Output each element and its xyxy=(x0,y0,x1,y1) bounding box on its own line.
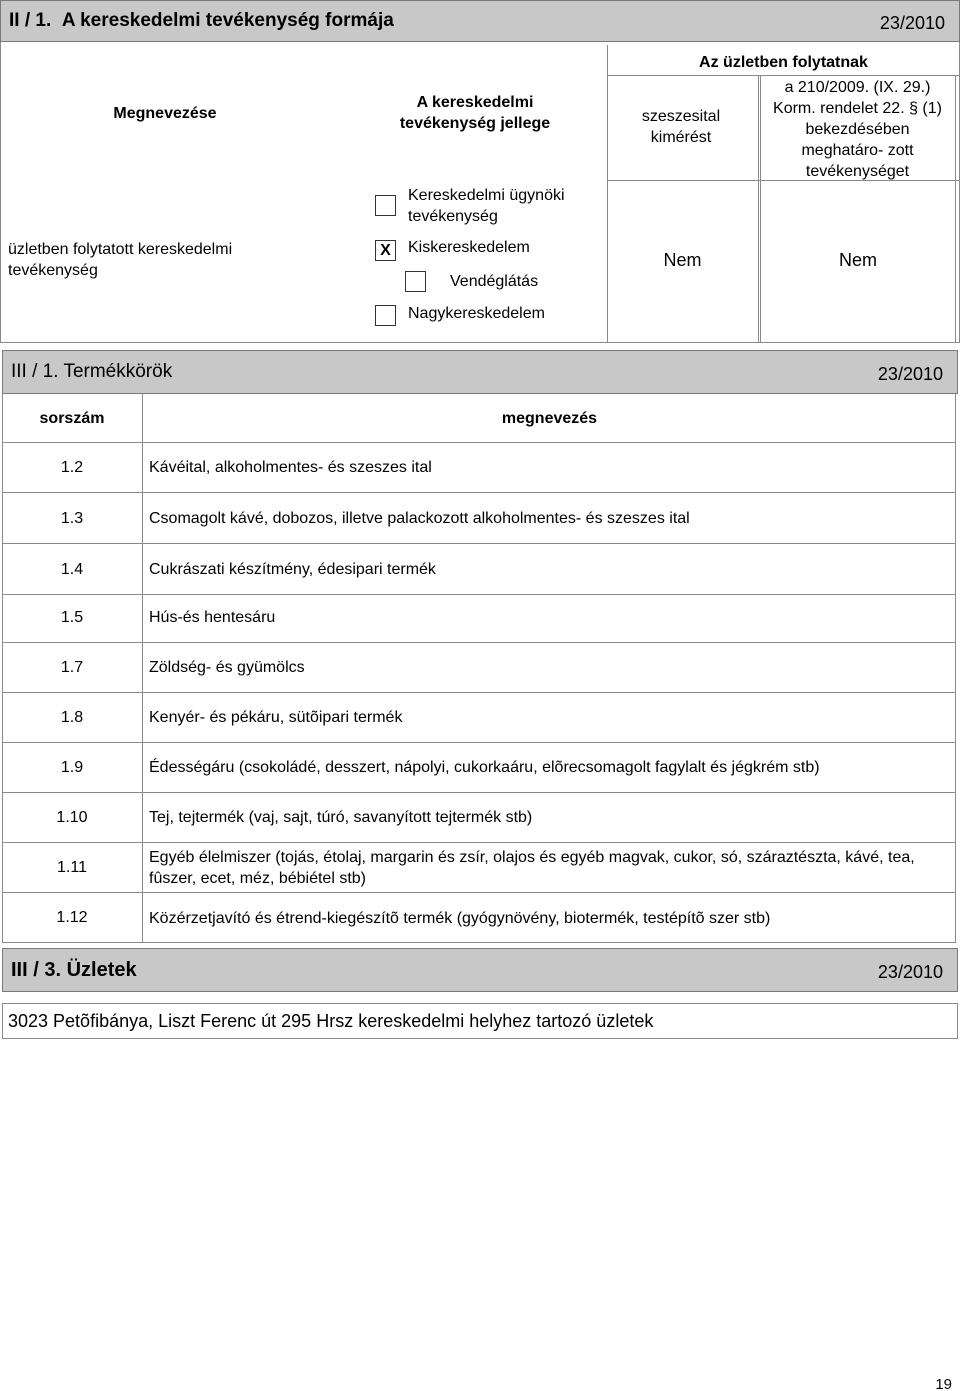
section-title: A kereskedelmi tevékenység formája xyxy=(61,10,394,31)
row-num: 1.10 xyxy=(2,793,143,842)
table-row xyxy=(2,443,956,493)
row-num: 1.7 xyxy=(2,643,143,692)
page-number: 19 xyxy=(935,1376,952,1391)
uzletek-text: 3023 Petõfibánya, Liszt Ferenc út 295 Hrsz kereskedelmi helyhez tartozó üzletek xyxy=(8,1011,654,1031)
table-row xyxy=(2,643,956,693)
option-vendeglatas-label: Vendéglátás xyxy=(450,273,539,290)
table-row xyxy=(2,593,956,643)
row-name: Egyéb élelmiszer (tojás, étolaj, margarin és zsír, olajos és egyéb magvak, cukor, só, száraztészta, kávé, tea, fûszer, ecet, méz, bébiétel stb) xyxy=(149,848,915,887)
checkbox-vendeglatas[interactable] xyxy=(405,271,426,292)
row-name: Zöldség- és gyümölcs xyxy=(149,659,305,676)
forma-divider-1 xyxy=(607,45,608,343)
section-year: 23/2010 xyxy=(879,13,945,33)
col-alcohol-header: szeszesital kimérést xyxy=(641,108,721,146)
forma-divider-2 xyxy=(758,76,761,343)
col-type-header: A kereskedelmi tevékenység jellege xyxy=(399,94,551,132)
table-row xyxy=(2,793,956,843)
row-name: Közérzetjavító és étrend-kiegészítõ termék (gyógynövény, biotermék, testépítõ szer stb) xyxy=(149,909,771,927)
table-row xyxy=(2,843,956,893)
table-row xyxy=(2,743,956,793)
option-kiskereskedelem-label: Kiskereskedelem xyxy=(408,239,530,256)
uzletek-title: III / 3. Üzletek xyxy=(11,959,137,981)
table-row xyxy=(2,693,956,743)
termekkorok-year: 23/2010 xyxy=(877,364,943,384)
row-num: 1.9 xyxy=(2,743,143,792)
row-num: 1.2 xyxy=(2,443,143,492)
group-header: Az üzletben folytatnak xyxy=(699,54,868,71)
col-megnevezes-header: megnevezés xyxy=(501,410,598,427)
section-header-forma xyxy=(0,0,960,42)
row-num: 1.11 xyxy=(2,843,143,892)
alcohol-value: Nem xyxy=(663,250,702,270)
section-title-prefix: II / 1. xyxy=(9,10,52,31)
row-name: Tej, tejtermék (vaj, sajt, túró, savanyított tejtermék stb) xyxy=(149,809,533,826)
row-name: Kenyér- és pékáru, sütõipari termék xyxy=(149,709,403,726)
checkbox-ugynoki[interactable] xyxy=(375,195,396,216)
forma-divider-3 xyxy=(955,76,956,343)
row-num: 1.3 xyxy=(2,494,143,543)
section-header-termekkorok xyxy=(2,350,958,394)
row-name: Csomagolt kávé, dobozos, illetve palackozott alkoholmentes- és szeszes ital xyxy=(149,510,690,527)
option-nagykereskedelem-label: Nagykereskedelem xyxy=(408,305,545,322)
row-name: Cukrászati készítmény, édesipari termék xyxy=(149,561,436,578)
row-name: Hús-és hentesáru xyxy=(149,609,276,626)
row-name: Kávéital, alkoholmentes- és szeszes ital xyxy=(149,459,432,476)
row-num: 1.8 xyxy=(2,693,143,742)
row-name: üzletben folytatott kereskedelmi tevékenység xyxy=(8,241,233,279)
checkbox-kiskereskedelem[interactable]: X xyxy=(375,240,396,261)
row-name: Édességáru (csokoládé, desszert, nápolyi, cukorkaáru, elõrecsomagolt fagylalt és jégkrém stb) xyxy=(149,759,820,776)
col-name-header: Megnevezése xyxy=(113,105,217,122)
row-num: 1.5 xyxy=(2,593,143,642)
decree-value: Nem xyxy=(838,250,877,270)
uzletek-year: 23/2010 xyxy=(877,962,943,982)
row-num: 1.12 xyxy=(2,893,143,943)
table-row xyxy=(2,494,956,544)
group-header-line xyxy=(607,75,960,76)
termekkorok-title: III / 1. Termékkörök xyxy=(11,361,173,382)
table-row xyxy=(2,893,956,943)
row-num: 1.4 xyxy=(2,545,143,594)
col-num-header: sorszám xyxy=(39,410,105,427)
col-decree-header: a 210/2009. (IX. 29.) Korm. rendelet 22. § (1) bekezdésében meghatáro- zott tevékenységet xyxy=(773,79,942,180)
option-ugynoki-label: Kereskedelmi ügynöki tevékenység xyxy=(408,187,565,225)
section-header-uzletek xyxy=(2,948,958,992)
checkbox-nagykereskedelem[interactable] xyxy=(375,305,396,326)
table-row xyxy=(2,545,956,595)
